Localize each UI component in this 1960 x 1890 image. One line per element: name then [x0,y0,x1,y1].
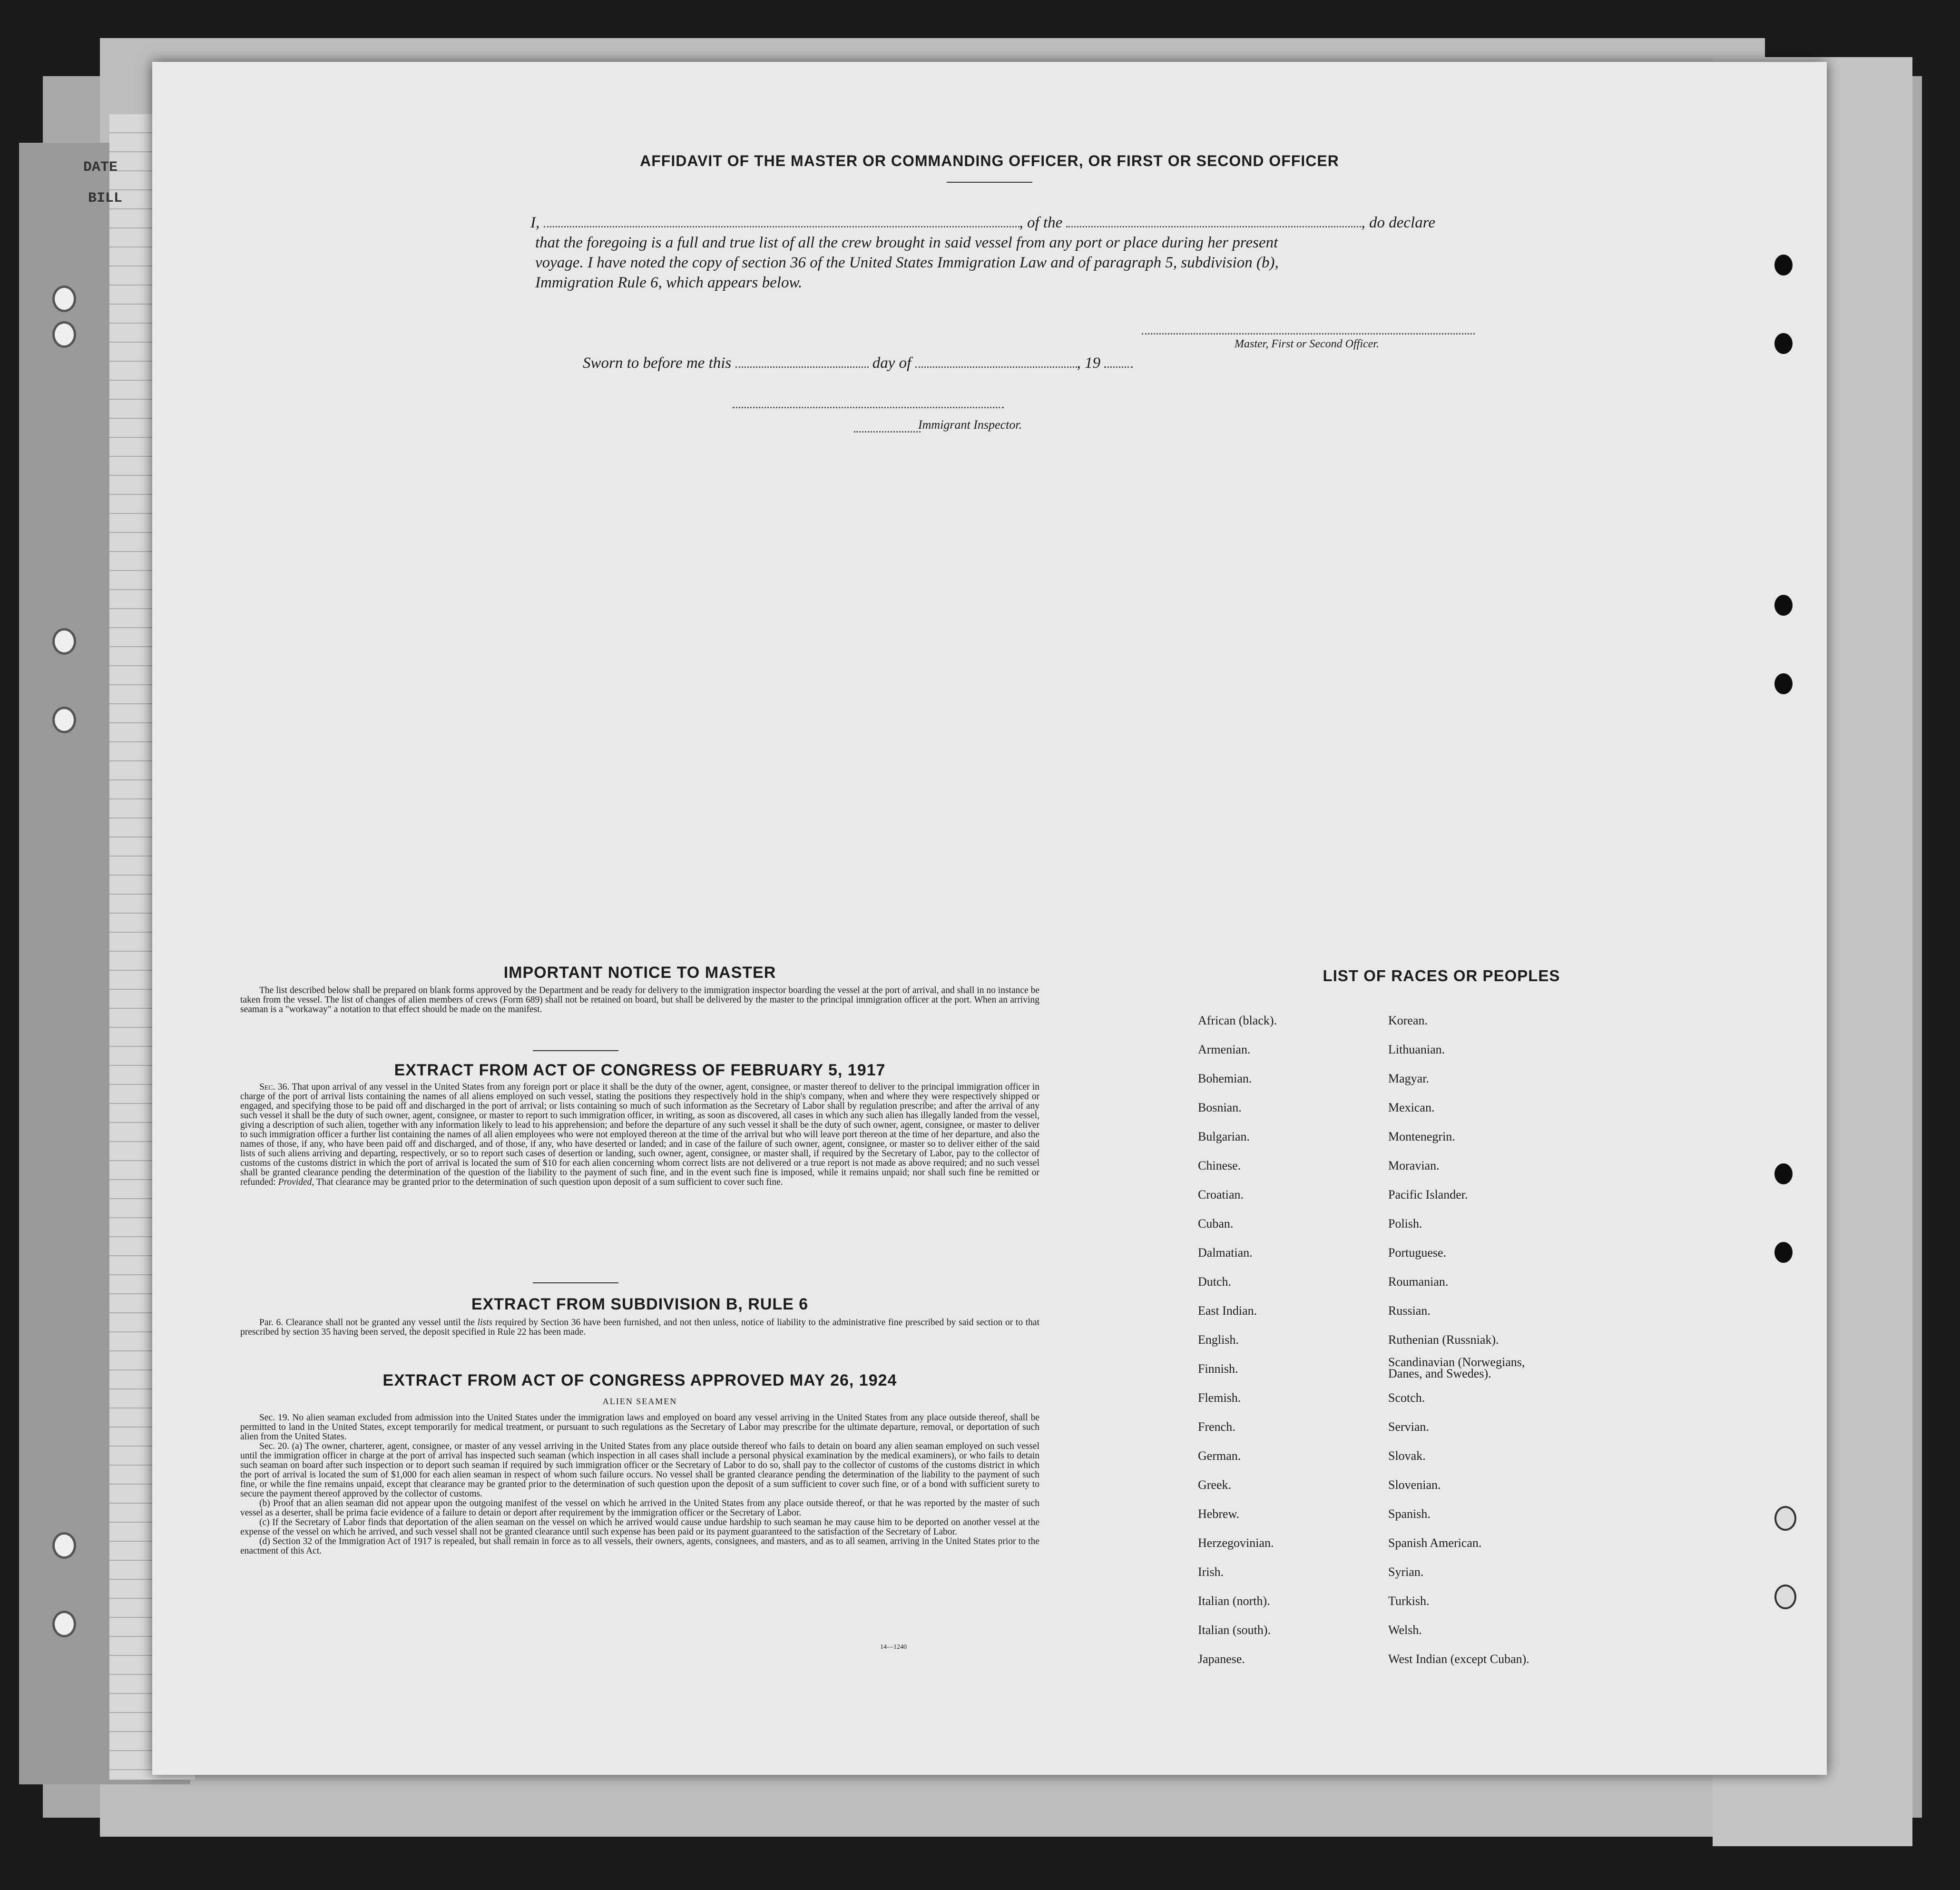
divider [533,1282,618,1283]
race-item: Moravian. [1388,1159,1440,1172]
form-number: 14—1240 [880,1644,907,1651]
sworn-line [583,354,1133,372]
rule6-text-b: required by Section 36 have been furnished, and not then unless, notice of liability to the administrative fine prescribed by said section or to that prescribed by section 35 having been served, the deposit specified in Rule 22 has been made. [240,1318,1039,1337]
race-item: Japanese. [1198,1652,1245,1666]
inspector-label: Immigrant Inspector. [918,418,1022,432]
race-item: Hebrew. [1198,1507,1240,1521]
race-item: Polish. [1388,1217,1422,1230]
race-item: Slovenian. [1388,1478,1441,1492]
sec-20a-paragraph: Sec. 20. (a) The owner, charterer, agent, consignee, or master of any vessel arriving in the United States from any place outside thereof who fails to detain on board any alien seaman employed on such vessel until the immigration officer in charge at the port of arrival has inspected such seaman (which inspection in all cases shall include a personal physical examination by the medical examiners), or who fails to detain such seaman on board after such inspection or to deport such seaman if required by such immigration officer or the Secretary of Labor to do so, shall pay to the collector of customs of the customs district in which the port of arrival is located the sum of $1,000 for each alien seaman in respect of whom such failure occurs. No vessel shall be granted clearance pending the determination of the liability to the payment of such fine, or while the fine remains unpaid, except that clearance may be granted prior to the determination of such question upon the deposit of a sum sufficient to cover such fine, or of a bond with sufficient surety to secure the payment thereof approved by the collector of customs. [240,1441,1039,1499]
month-blank [915,355,1077,368]
rule6-paragraph [240,1318,1039,1337]
document-page [152,62,1827,1775]
race-item: African (black). [1198,1014,1277,1027]
punch-hole [1774,1506,1796,1531]
alien-seamen-subtitle: ALIEN SEAMEN [602,1397,677,1406]
punch-hole [1774,255,1793,276]
sec-36-label: Sec. 36. [259,1082,290,1092]
race-item: Portuguese. [1388,1246,1447,1260]
race-item: Turkish. [1388,1594,1430,1608]
race-item: Pacific Islander. [1388,1188,1468,1201]
edge-label-date: DATE [83,159,118,176]
race-item: Scotch. [1388,1391,1425,1405]
punch-hole [1774,1585,1796,1609]
race-item: Finnish. [1198,1362,1238,1376]
punch-hole [1774,1163,1793,1184]
binder-hole [52,1611,76,1637]
sec-36-text-end: That clearance may be granted prior to the determination of such question upon deposit of a sum sufficient to cover such fine. [314,1177,783,1187]
race-item: English. [1198,1333,1239,1347]
inspector-signature-line [733,407,1004,408]
race-item: East Indian. [1198,1304,1257,1318]
race-item: Croatian. [1198,1188,1244,1201]
binder-hole [52,285,76,312]
race-item: German. [1198,1449,1241,1463]
race-item: Armenian. [1198,1043,1251,1056]
extract-rule6-title: EXTRACT FROM SUBDIVISION B, RULE 6 [471,1295,809,1313]
year-blank [1104,355,1133,368]
sec-20d-paragraph: (d) Section 32 of the Immigration Act of 1917 is repealed, but shall remain in force as to all vessels, their owners, agents, consignees, and masters, and as to all seamen, arriving in the United States prior to the enactment of this Act. [240,1536,1039,1556]
sworn-day-of: day of [872,354,911,372]
race-item: Flemish. [1198,1391,1241,1405]
affidavit-line-4: Immigration Rule 6, which appears below. [535,274,803,291]
extract-1924-title: EXTRACT FROM ACT OF CONGRESS APPROVED MAY 26, 1924 [382,1371,897,1389]
affidavit-declare: , do declare [1361,214,1435,231]
extract-rule6-text [240,1318,1039,1337]
master-signature-line [1142,333,1475,335]
race-item: Ruthenian (Russniak). [1388,1333,1499,1347]
sec-20b-paragraph: (b) Proof that an alien seaman did not appear upon the outgoing manifest of the vessel on which he arrived in the United States from any place outside thereof, or that he was reported by the master of such vessel as a deserter, shall be prima facie evidence of a failure to detain or deport after requirement by the immigration officer or the Secretary of Labor. [240,1498,1039,1518]
inspector-dots [854,431,921,433]
race-item: Herzegovinian. [1198,1536,1274,1550]
race-item: Russian. [1388,1304,1431,1318]
race-item: West Indian (except Cuban). [1388,1652,1529,1666]
punch-hole [1774,595,1793,616]
race-item: Servian. [1388,1420,1429,1434]
notice-title: IMPORTANT NOTICE TO MASTER [503,964,776,982]
day-blank [735,355,869,368]
binder-hole [52,707,76,733]
sec-19-paragraph: Sec. 19. No alien seaman excluded from admission into the United States under the immigration laws and employed on board any vessel arriving in the United States from any place outside thereof, shall be permitted to land in the United States, except temporarily for medical treatment, or pursuant to such regulations as the Secretary of Labor may prescribe for the ultimate departure, removal, or deportation of such alien from the United States. [240,1413,1039,1442]
master-signature-label: Master, First or Second Officer. [1235,338,1379,350]
race-item: Bulgarian. [1198,1130,1250,1143]
divider [947,182,1032,183]
race-item: Italian (north). [1198,1594,1270,1608]
sworn-year: , 19 [1077,354,1101,372]
provided-word: Provided, [278,1177,314,1187]
sec-20c-paragraph: (c) If the Secretary of Labor finds that deportation of the alien seaman on the vessel on which he arrived would cause undue hardship to such seaman he may cause him to be deported on another vessel at the expense of the vessel on which he arrived, and such vessel shall not be granted clearance until such expense has been paid or its payment guaranteed to the satisfaction of the Secretary of Labor. [240,1517,1039,1537]
race-item: Lithuanian. [1388,1043,1445,1056]
race-item: Spanish. [1388,1507,1431,1521]
race-item: Spanish American. [1388,1536,1482,1550]
race-item: Magyar. [1388,1072,1429,1085]
name-blank [544,215,1019,227]
race-item: Cuban. [1198,1217,1234,1230]
edge-label-bill: BILL [88,190,123,207]
affidavit-i: I, [530,214,540,231]
notice-text [240,986,1039,1014]
races-title: LIST OF RACES OR PEOPLES [1323,967,1560,984]
rule6-lists-word: lists [477,1318,493,1328]
race-item: Dalmatian. [1198,1246,1253,1260]
race-item: Montenegrin. [1388,1130,1455,1143]
vessel-blank [1066,215,1361,227]
binder-hole [52,628,76,655]
race-item: French. [1198,1420,1235,1434]
race-item: Irish. [1198,1565,1224,1579]
race-item: Chinese. [1198,1159,1241,1172]
extract-1917-title: EXTRACT FROM ACT OF CONGRESS OF FEBRUARY 5, 1917 [394,1061,886,1079]
sec-36-text: That upon arrival of any vessel in the United States from any foreign port or place it shall be the duty of the owner, agent, consignee, or master thereof to deliver to the principal immigration officer in charge of the port of arrival lists containing the names of all aliens employed on such vessel, stating the positions they respectively hold in the ship's company, when and where they were respectively shipped or engaged, and specifying those to be paid off and discharged in the port of arrival; or lists containing so much of such information as the Secretary of Labor shall by regulation prescribe; and after the arrival of any such vessel it shall be the duty of such owner, agent, consignee, or master to report to such immigration officer, in writing, as soon as discovered, all cases in which any such alien has illegally landed from the vessel, giving a description of such alien, together with any information likely to lead to his apprehension; and before the departure of any such vessel it shall be the duty of such owner, agent, consignee, or master to deliver to such immigration officer a further list containing the names of all alien employees who were not employed thereon at the time of the arrival but who will leave port thereon at the time of her departure, and also the names of those, if any, who have been paid off and discharged, and of those, if any, who have deserted or landed; and in case of the failure of such owner, agent, consignee, or master so to deliver either of the said lists of such aliens arriving and departing, respectively, or so to report such cases of desertion or landing, such owner, agent, consignee, or master shall, if required by the Secretary of Labor, pay to the collector of customs of the customs district in which the port of arrival is located the sum of $10 for each alien concerning whom correct lists are not delivered or a true report is not made as above required; and no such vessel shall be granted clearance pending the determination of the question of the liability to the payment of such fine, and in the event such fine is imposed, while it remains unpaid; nor shall such fine be remitted or refunded: [240,1082,1039,1187]
punch-hole [1774,333,1793,354]
race-item: Roumanian. [1388,1275,1449,1289]
extract-1917-text [240,1083,1039,1187]
punch-hole [1774,673,1793,694]
affidavit-line-2: that the foregoing is a full and true list of all the crew brought in said vessel from any port or place during her present [535,234,1278,251]
affidavit-title: AFFIDAVIT OF THE MASTER OR COMMANDING OFFICER, OR FIRST OR SECOND OFFICER [640,152,1339,169]
notice-paragraph: The list described below shall be prepared on blank forms approved by the Department and be ready for delivery to the immigration inspector boarding the vessel at the port of arrival, and shall in no instance be taken from the vessel. The list of changes of alien members of crews (Form 689) shall not be retained on board, but shall be delivered by the master to the principal immigration officer at the port. When an arriving seaman is a "workaway" a notation to that effect should be made on the manifest. [240,985,1039,1014]
affidavit-of-the: , of the [1019,214,1063,231]
race-item: Slovak. [1388,1449,1426,1463]
binder-hole [52,321,76,348]
affidavit-line-3: voyage. I have noted the copy of section 36 of the United States Immigration Law and of paragraph 5, subdivision (b), [535,254,1279,271]
race-item: Mexican. [1388,1101,1435,1114]
punch-hole [1774,1242,1793,1263]
race-item: Italian (south). [1198,1623,1271,1637]
binder-hole [52,1532,76,1559]
sec-36-paragraph [240,1083,1039,1187]
race-item: Welsh. [1388,1623,1422,1637]
race-item: Bohemian. [1198,1072,1252,1085]
race-item: Syrian. [1388,1565,1424,1579]
race-item: Korean. [1388,1014,1428,1027]
rule6-text-a: Par. 6. Clearance shall not be granted any vessel until the [259,1318,478,1328]
divider [533,1050,618,1051]
sworn-prefix: Sworn to before me this [583,354,732,372]
race-item: Dutch. [1198,1275,1232,1289]
extract-1924-text [240,1413,1039,1556]
race-item: Bosnian. [1198,1101,1242,1114]
affidavit-line-1 [530,214,1435,232]
race-item: Greek. [1198,1478,1232,1492]
race-item: Scandinavian (Norwegians, Danes, and Swedes). [1388,1355,1525,1380]
